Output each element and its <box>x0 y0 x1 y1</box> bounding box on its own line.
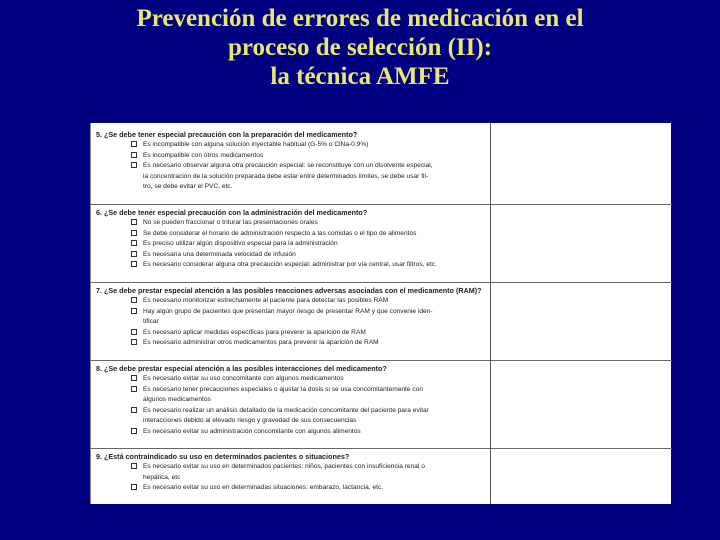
question-6-option-4[interactable]: Es necesaria una determinada velocidad de infusión <box>96 250 488 261</box>
question-9-heading: 9. ¿Está contraindicado su uso en determinados pacientes o situaciones? <box>96 452 350 461</box>
question-5-section <box>91 123 672 205</box>
question-7-option-2[interactable]: Hay algún grupo de pacientes que presentan mayor riesgo de presentar RAM y que convenie iden- <box>96 307 488 318</box>
question-7-option-3[interactable]: Es necesario aplicar medidas específicas para prevenir la aparición de RAM <box>96 328 488 339</box>
question-7-option-4[interactable]: Es necesario administrar otros medicamentos para prevenir la aparición de RAM <box>96 338 488 349</box>
checkbox[interactable] <box>131 428 137 434</box>
question-9-option-1-cont: hepática, etc <box>143 473 181 481</box>
question-7-option-2-cont: tificar <box>143 318 159 325</box>
checkbox[interactable] <box>131 162 137 168</box>
title-line-1: Prevención de errores de medicación en el <box>136 5 584 32</box>
checkbox[interactable] <box>131 386 137 392</box>
checkbox[interactable] <box>131 297 137 303</box>
question-5-option-1[interactable]: Es incompatible con alguna solución inyectable habitual (G-5% o ClNa-0,9%) <box>96 140 488 151</box>
checkbox[interactable] <box>131 152 137 158</box>
question-6-section <box>91 205 672 283</box>
question-5-option-3-cont: tro, se debe evitar el PVC, etc. <box>143 183 233 190</box>
question-8-heading: 8. ¿Se debe prestar especial atención a las posibles interacciones del medicamento? <box>96 364 387 373</box>
question-9-section <box>91 449 672 504</box>
checkbox[interactable] <box>131 230 137 236</box>
question-8-option-1[interactable]: Es necesario evitar su uso concomitante con algunos medicamentos <box>96 374 488 385</box>
question-8-option-4[interactable]: Es necesario evitar su administración concomitante con algunos alimentos <box>96 427 488 438</box>
question-8-option-3-cont: interacciones debido al elevado riesgo y gravedad de sus consecuencias <box>143 417 357 424</box>
question-9-option-1[interactable]: Es necesario evitar su uso en determinados pacientes: niños, pacientes con insuficiencia renal o <box>96 462 488 473</box>
question-7-option-1[interactable]: Es necesario monitorizar estrechamente al paciente para detectar las posibles RAM <box>96 296 488 307</box>
question-7-heading: 7. ¿Se debe prestar especial atención a las posibles reacciones adversas asociadas con el medicamento (RAM)? <box>96 286 482 295</box>
slide-title <box>0 4 720 91</box>
amfe-form-image <box>90 123 671 504</box>
question-9-option-2[interactable]: Es necesario evitar su uso en determinadas situaciones: embarazo, lactancia, etc. <box>96 483 488 494</box>
question-8-section <box>91 361 672 449</box>
checkbox[interactable] <box>131 308 137 314</box>
checkbox[interactable] <box>131 261 137 267</box>
checkbox[interactable] <box>131 329 137 335</box>
checkbox[interactable] <box>131 339 137 345</box>
question-5-option-3-cont: la concentración de la solución preparada debe estar entre determinados límites, se debe usar fil- <box>143 172 429 180</box>
title-line-3: la técnica AMFE <box>270 63 450 90</box>
title-line-2: proceso de selección (II): <box>227 34 493 61</box>
question-7-section <box>91 283 672 361</box>
checkbox[interactable] <box>131 375 137 381</box>
checkbox[interactable] <box>131 141 137 147</box>
question-6-option-3[interactable]: Es preciso utilizar algún dispositivo especial para la administración <box>96 239 488 250</box>
question-6-option-5[interactable]: Es necesario considerar alguna otra precaución especial: administrar por vía central, usar filtros, etc. <box>96 260 488 271</box>
checkbox[interactable] <box>131 219 137 225</box>
question-8-option-2-cont: algunos medicamentos <box>143 396 211 403</box>
checkbox[interactable] <box>131 240 137 246</box>
checkbox[interactable] <box>131 251 137 257</box>
question-5-option-2[interactable]: Es incompatible con otros medicamentos <box>96 151 488 162</box>
checkbox[interactable] <box>131 484 137 490</box>
question-6-heading: 6. ¿Se debe tener especial precaución con la administración del medicamento? <box>96 208 368 217</box>
checkbox[interactable] <box>131 407 137 413</box>
question-8-option-3[interactable]: Es necesario realizar un análisis detallado de la medicación concomitante del paciente para evitar <box>96 406 488 417</box>
question-5-option-3[interactable]: Es necesario observar alguna otra precaución especial: se reconstituye con un disolvente especial, <box>96 161 488 172</box>
question-5-heading: 5. ¿Se debe tener especial precaución con la preparación del medicamento? <box>96 130 358 139</box>
question-8-option-2[interactable]: Es necesario tener precauciones especiales o ajustar la dosis si se usa concomitantemente con <box>96 385 488 396</box>
checkbox[interactable] <box>131 463 137 469</box>
question-6-option-1[interactable]: No se pueden fraccionar o triturar las presentaciones orales <box>96 218 488 229</box>
question-6-option-2[interactable]: Se debe considerar el horario de administración respecto a las comidas o el tipo de alimentos <box>96 229 488 240</box>
